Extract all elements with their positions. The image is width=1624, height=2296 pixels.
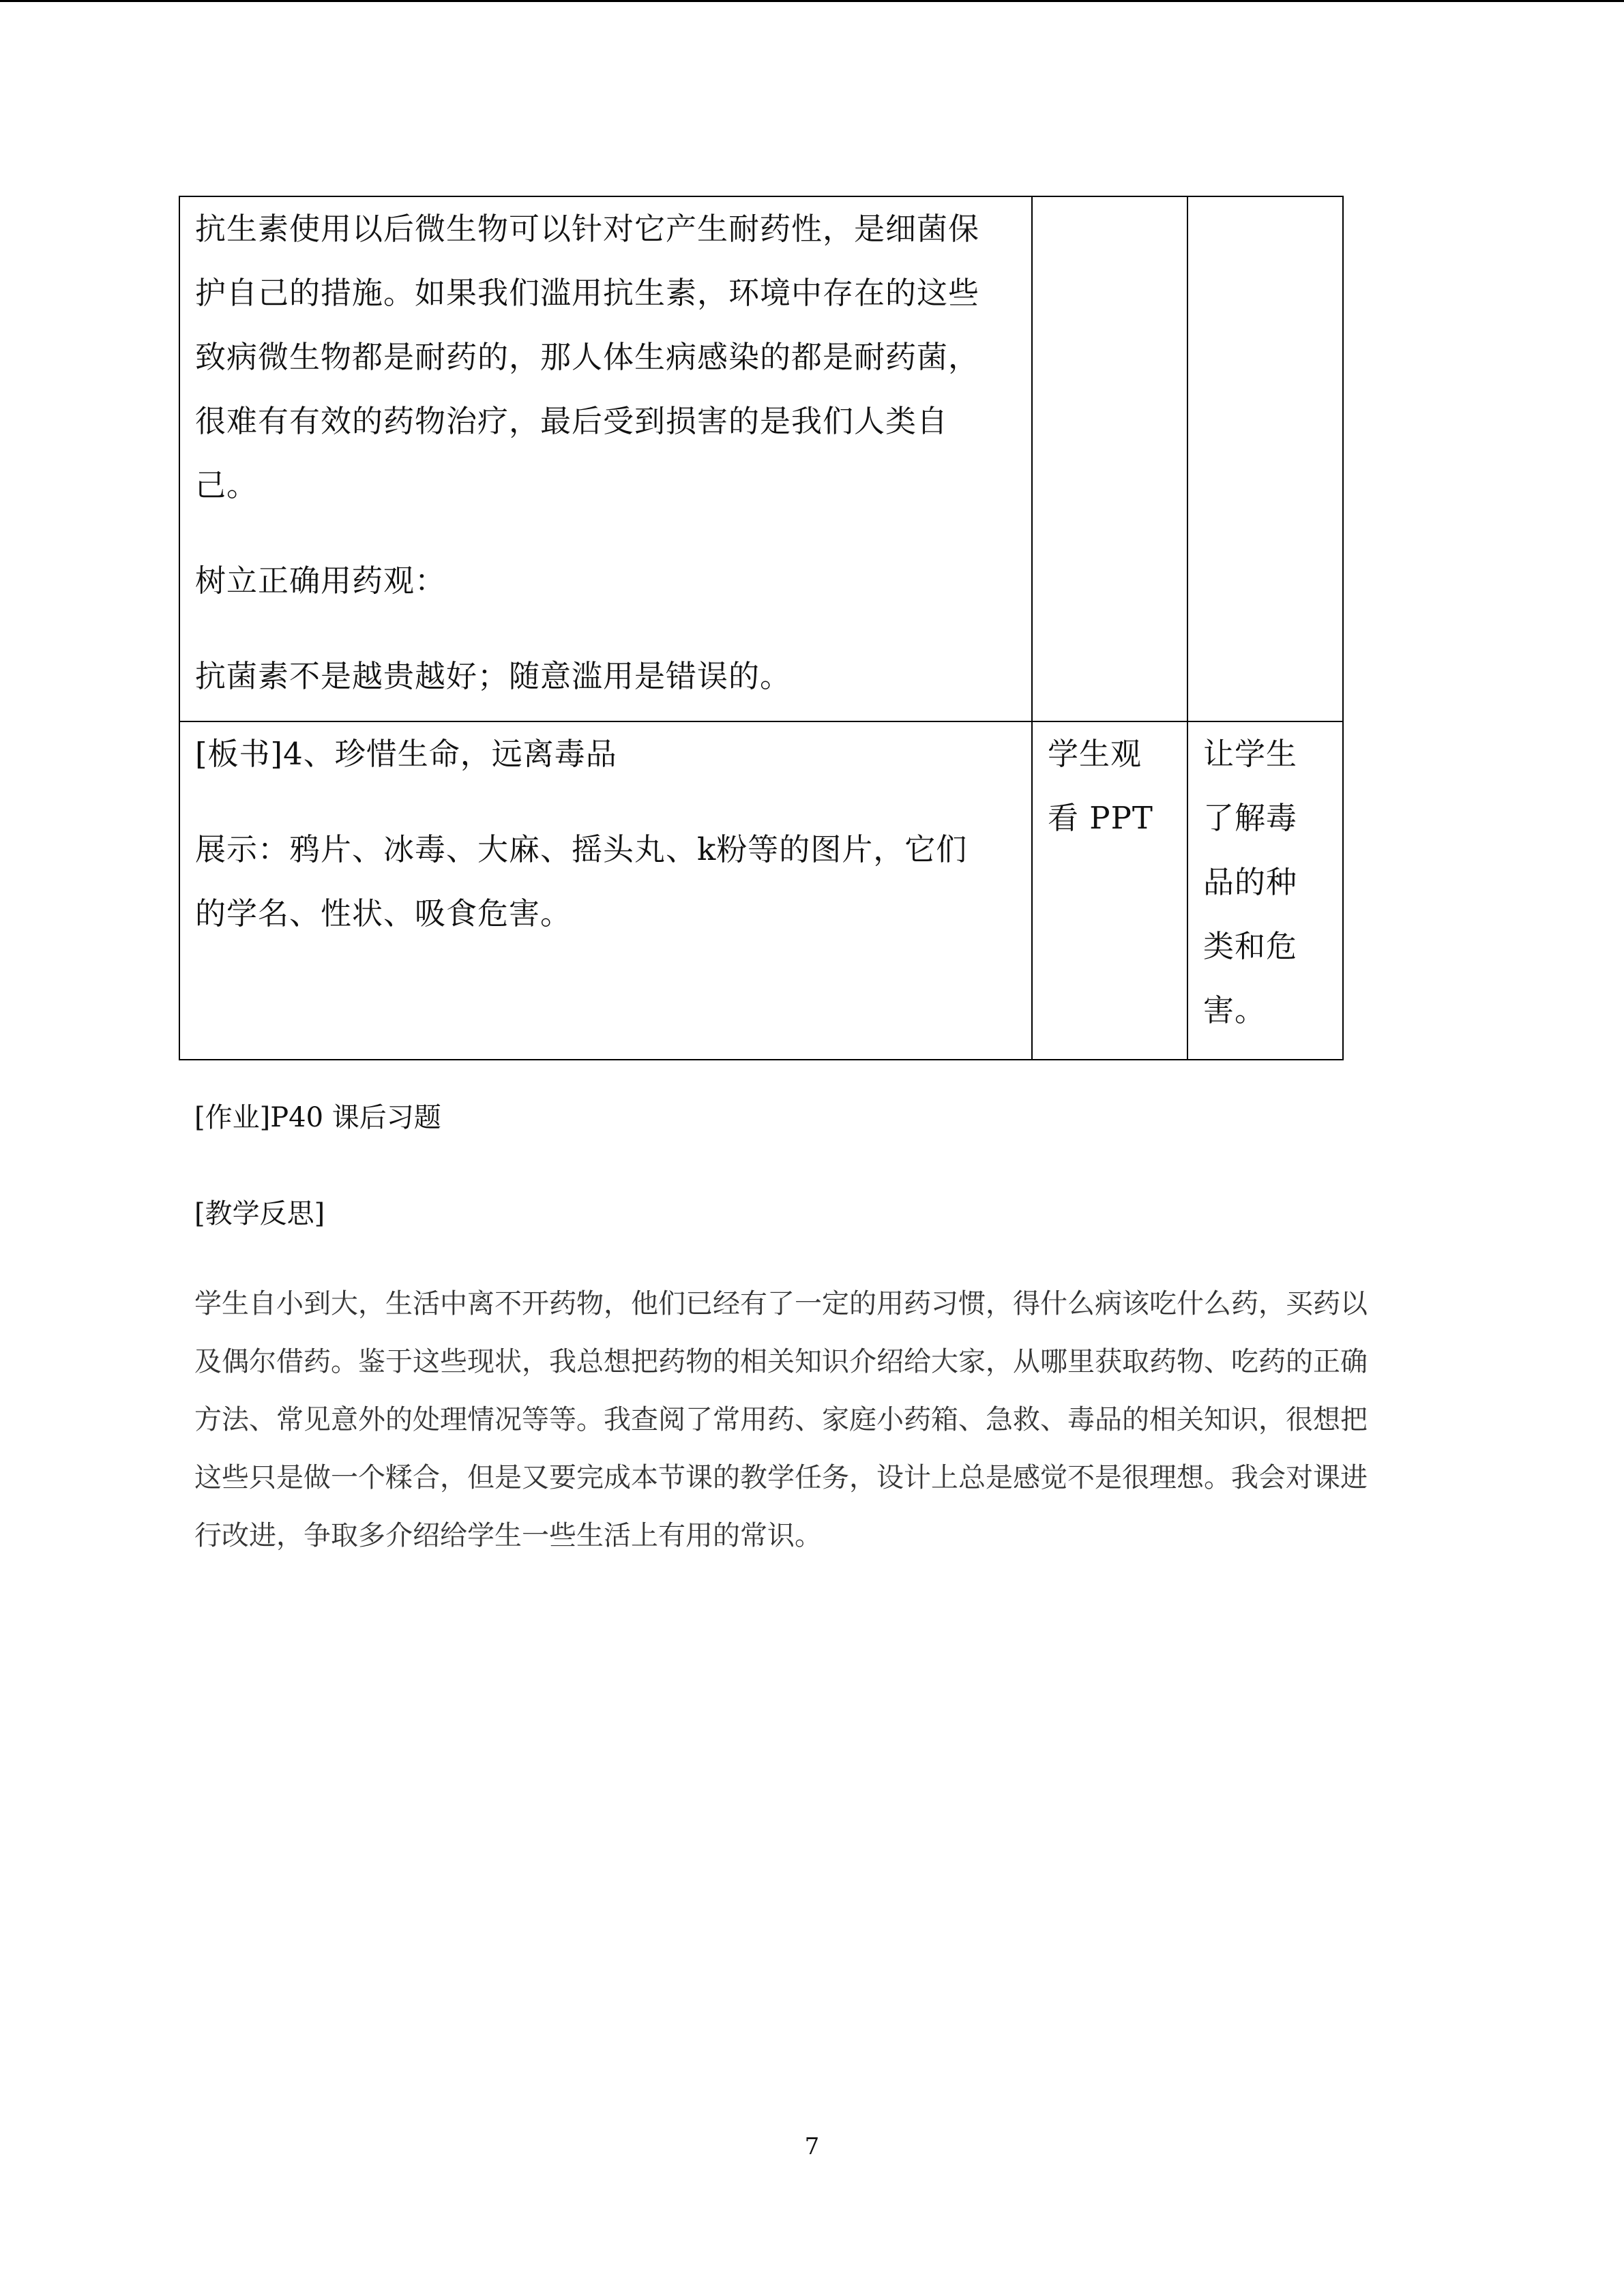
reflection-heading: [教学反思] [194, 1198, 325, 1229]
text-line: 的学名、性状、吸食危害。 [195, 895, 572, 931]
text-line: 致病微生物都是耐药的，那人体生病感染的都是耐药菌， [195, 339, 980, 375]
text-line: 学生观 [1048, 736, 1142, 772]
text-line: 及偶尔借药。鉴于这些现状，我总想把药物的相关知识介绍给大家，从哪里获取药物、吃药的正确 [194, 1346, 1368, 1377]
page-top-border [0, 0, 1624, 2]
table-row [179, 196, 1343, 721]
text-line: 害。 [1203, 992, 1267, 1028]
text-line: 行改进，争取多介绍给学生一些生活上有用的常识。 [194, 1520, 822, 1551]
text-line: 抗菌素不是越贵越好；随意滥用是错误的。 [195, 658, 792, 694]
text-line: 己。 [195, 467, 259, 503]
text-line: 学生自小到大，生活中离不开药物，他们已经有了一定的用药习惯，得什么病该吃什么药，买药以 [194, 1288, 1368, 1320]
text-line: 方法、常见意外的处理情况等等。我查阅了常用药、家庭小药箱、急救、毒品的相关知识，很想把 [194, 1404, 1368, 1435]
text-line: 展示：鸦片、冰毒、大麻、摇头丸、k粉等的图片，它们 [195, 831, 968, 867]
student-activity-cell [1032, 196, 1187, 721]
board-title: [板书]4、珍惜生命，远离毒品 [195, 736, 617, 772]
text-line: 护自己的措施。如果我们滥用抗生素，环境中存在的这些 [195, 275, 980, 311]
text-line: 了解毒 [1203, 800, 1298, 836]
content-cell [179, 721, 1032, 1060]
text-line: 这些只是做一个糅合，但是又要完成本节课的教学任务，设计上总是感觉不是很理想。我会对课进 [194, 1462, 1368, 1493]
page-number: 7 [804, 2133, 820, 2160]
text-line: 很难有有效的药物治疗，最后受到损害的是我们人类自 [195, 403, 949, 439]
lesson-table [179, 196, 1344, 1060]
design-intent-cell [1187, 721, 1343, 1060]
text-line: 品的种 [1203, 864, 1298, 900]
student-activity-cell [1032, 721, 1187, 1060]
text-line: 让学生 [1203, 736, 1298, 772]
design-intent-cell [1187, 196, 1343, 721]
homework-line: [作业]P40 课后习题 [194, 1102, 441, 1133]
text-line: 类和危 [1203, 928, 1298, 964]
text-line: 抗生素使用以后微生物可以针对它产生耐药性，是细菌保 [195, 211, 980, 247]
reflection-paragraph [194, 1275, 1429, 1565]
section-heading: 树立正确用药观： [195, 563, 447, 599]
table-row [179, 721, 1343, 1060]
content-cell [179, 196, 1032, 721]
text-line: 看 PPT [1048, 800, 1153, 836]
